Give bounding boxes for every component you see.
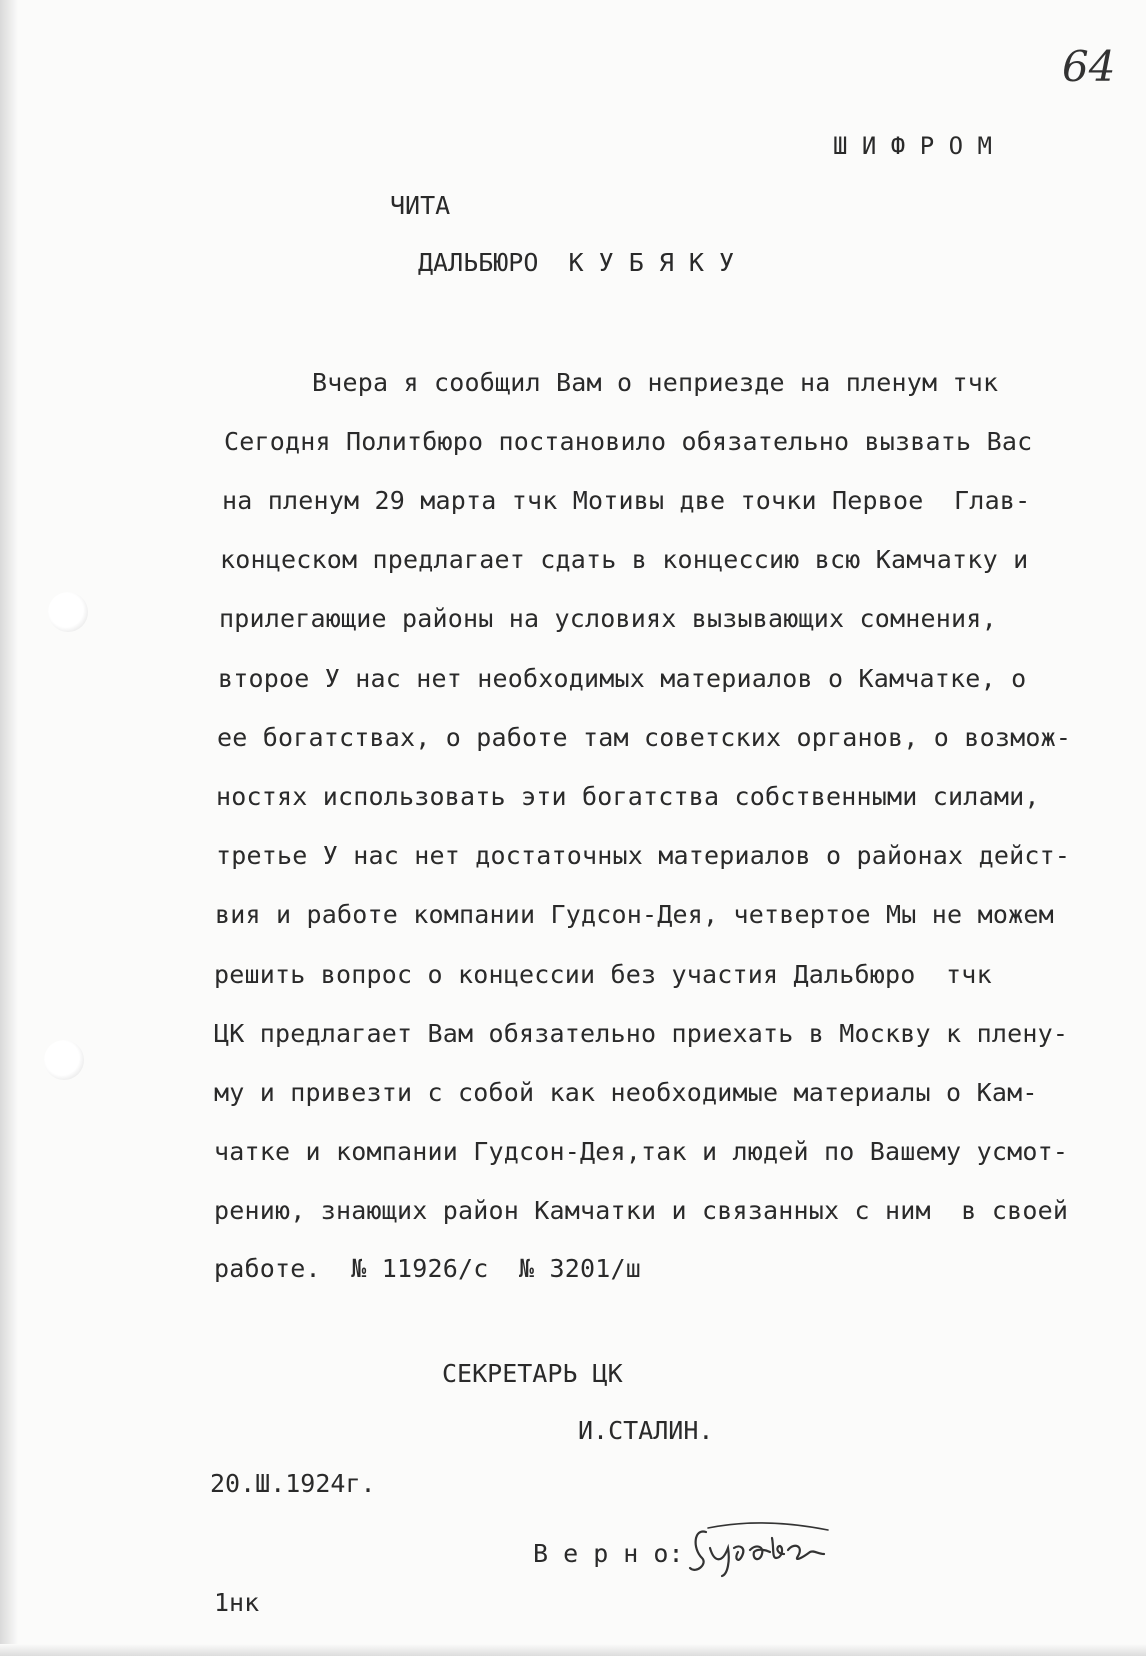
body-line: чатке и компании Гудсон-Дея,так и людей по Вашему усмот- <box>214 1137 1069 1166</box>
document-date: 20.Ш.1924г. <box>210 1469 376 1498</box>
signer-name: И.СТАЛИН. <box>578 1416 714 1445</box>
body-line: третье У нас нет достаточных материалов о районах дейст- <box>216 841 1071 870</box>
body-line: работе. № 11926/с № 3201/ш <box>214 1254 642 1283</box>
footer-code: 1нк <box>214 1588 260 1617</box>
destination-city: ЧИТА <box>390 191 451 220</box>
page-number: 64 <box>1062 42 1116 91</box>
addressee: ДАЛЬБЮРО К У Б Я К У <box>418 248 735 277</box>
body-line: ее богатствах, о работе там советских органов, о возмож- <box>217 723 1072 752</box>
certification-signature <box>688 1518 838 1578</box>
body-line: ЦК предлагает Вам обязательно приехать в Москву к плену- <box>214 1019 1069 1048</box>
page-bottom-edge <box>0 1644 1146 1656</box>
punch-hole-top <box>48 592 88 632</box>
body-line: решить вопрос о концессии без участия Дальбюро тчк <box>214 960 992 989</box>
certified-label: В е р н о: <box>533 1539 684 1568</box>
body-line: на пленум 29 марта тчк Мотивы две точки Первое Глав- <box>222 486 1031 515</box>
body-line: второе У нас нет необходимых материалов о Камчатке, о <box>218 664 1027 693</box>
body-line: вия и работе компании Гудсон-Дея, четвертое Мы не можем <box>215 900 1054 929</box>
body-line: ностях использовать эти богатства собственными силами, <box>216 782 1040 811</box>
body-line: прилегающие районы на условиях вызывающих сомнения, <box>219 604 997 633</box>
signer-title: СЕКРЕТАРЬ ЦК <box>442 1359 623 1388</box>
page-edge-shadow <box>0 0 18 1656</box>
body-line: рению, знающих район Камчатки и связанных с ним в своей <box>214 1196 1069 1225</box>
body-line: му и привезти с собой как необходимые материалы о Кам- <box>214 1078 1038 1107</box>
body-line: Сегодня Политбюро постановило обязательно вызвать Вас <box>224 427 1033 456</box>
body-line: концеском предлагает сдать в концессию всю Камчатку и <box>220 545 1029 574</box>
document-heading: Ш И Ф Р О М <box>833 132 992 160</box>
punch-hole-bottom <box>44 1040 84 1080</box>
body-line: Вчера я сообщил Вам о неприезде на пленум тчк <box>312 368 999 397</box>
